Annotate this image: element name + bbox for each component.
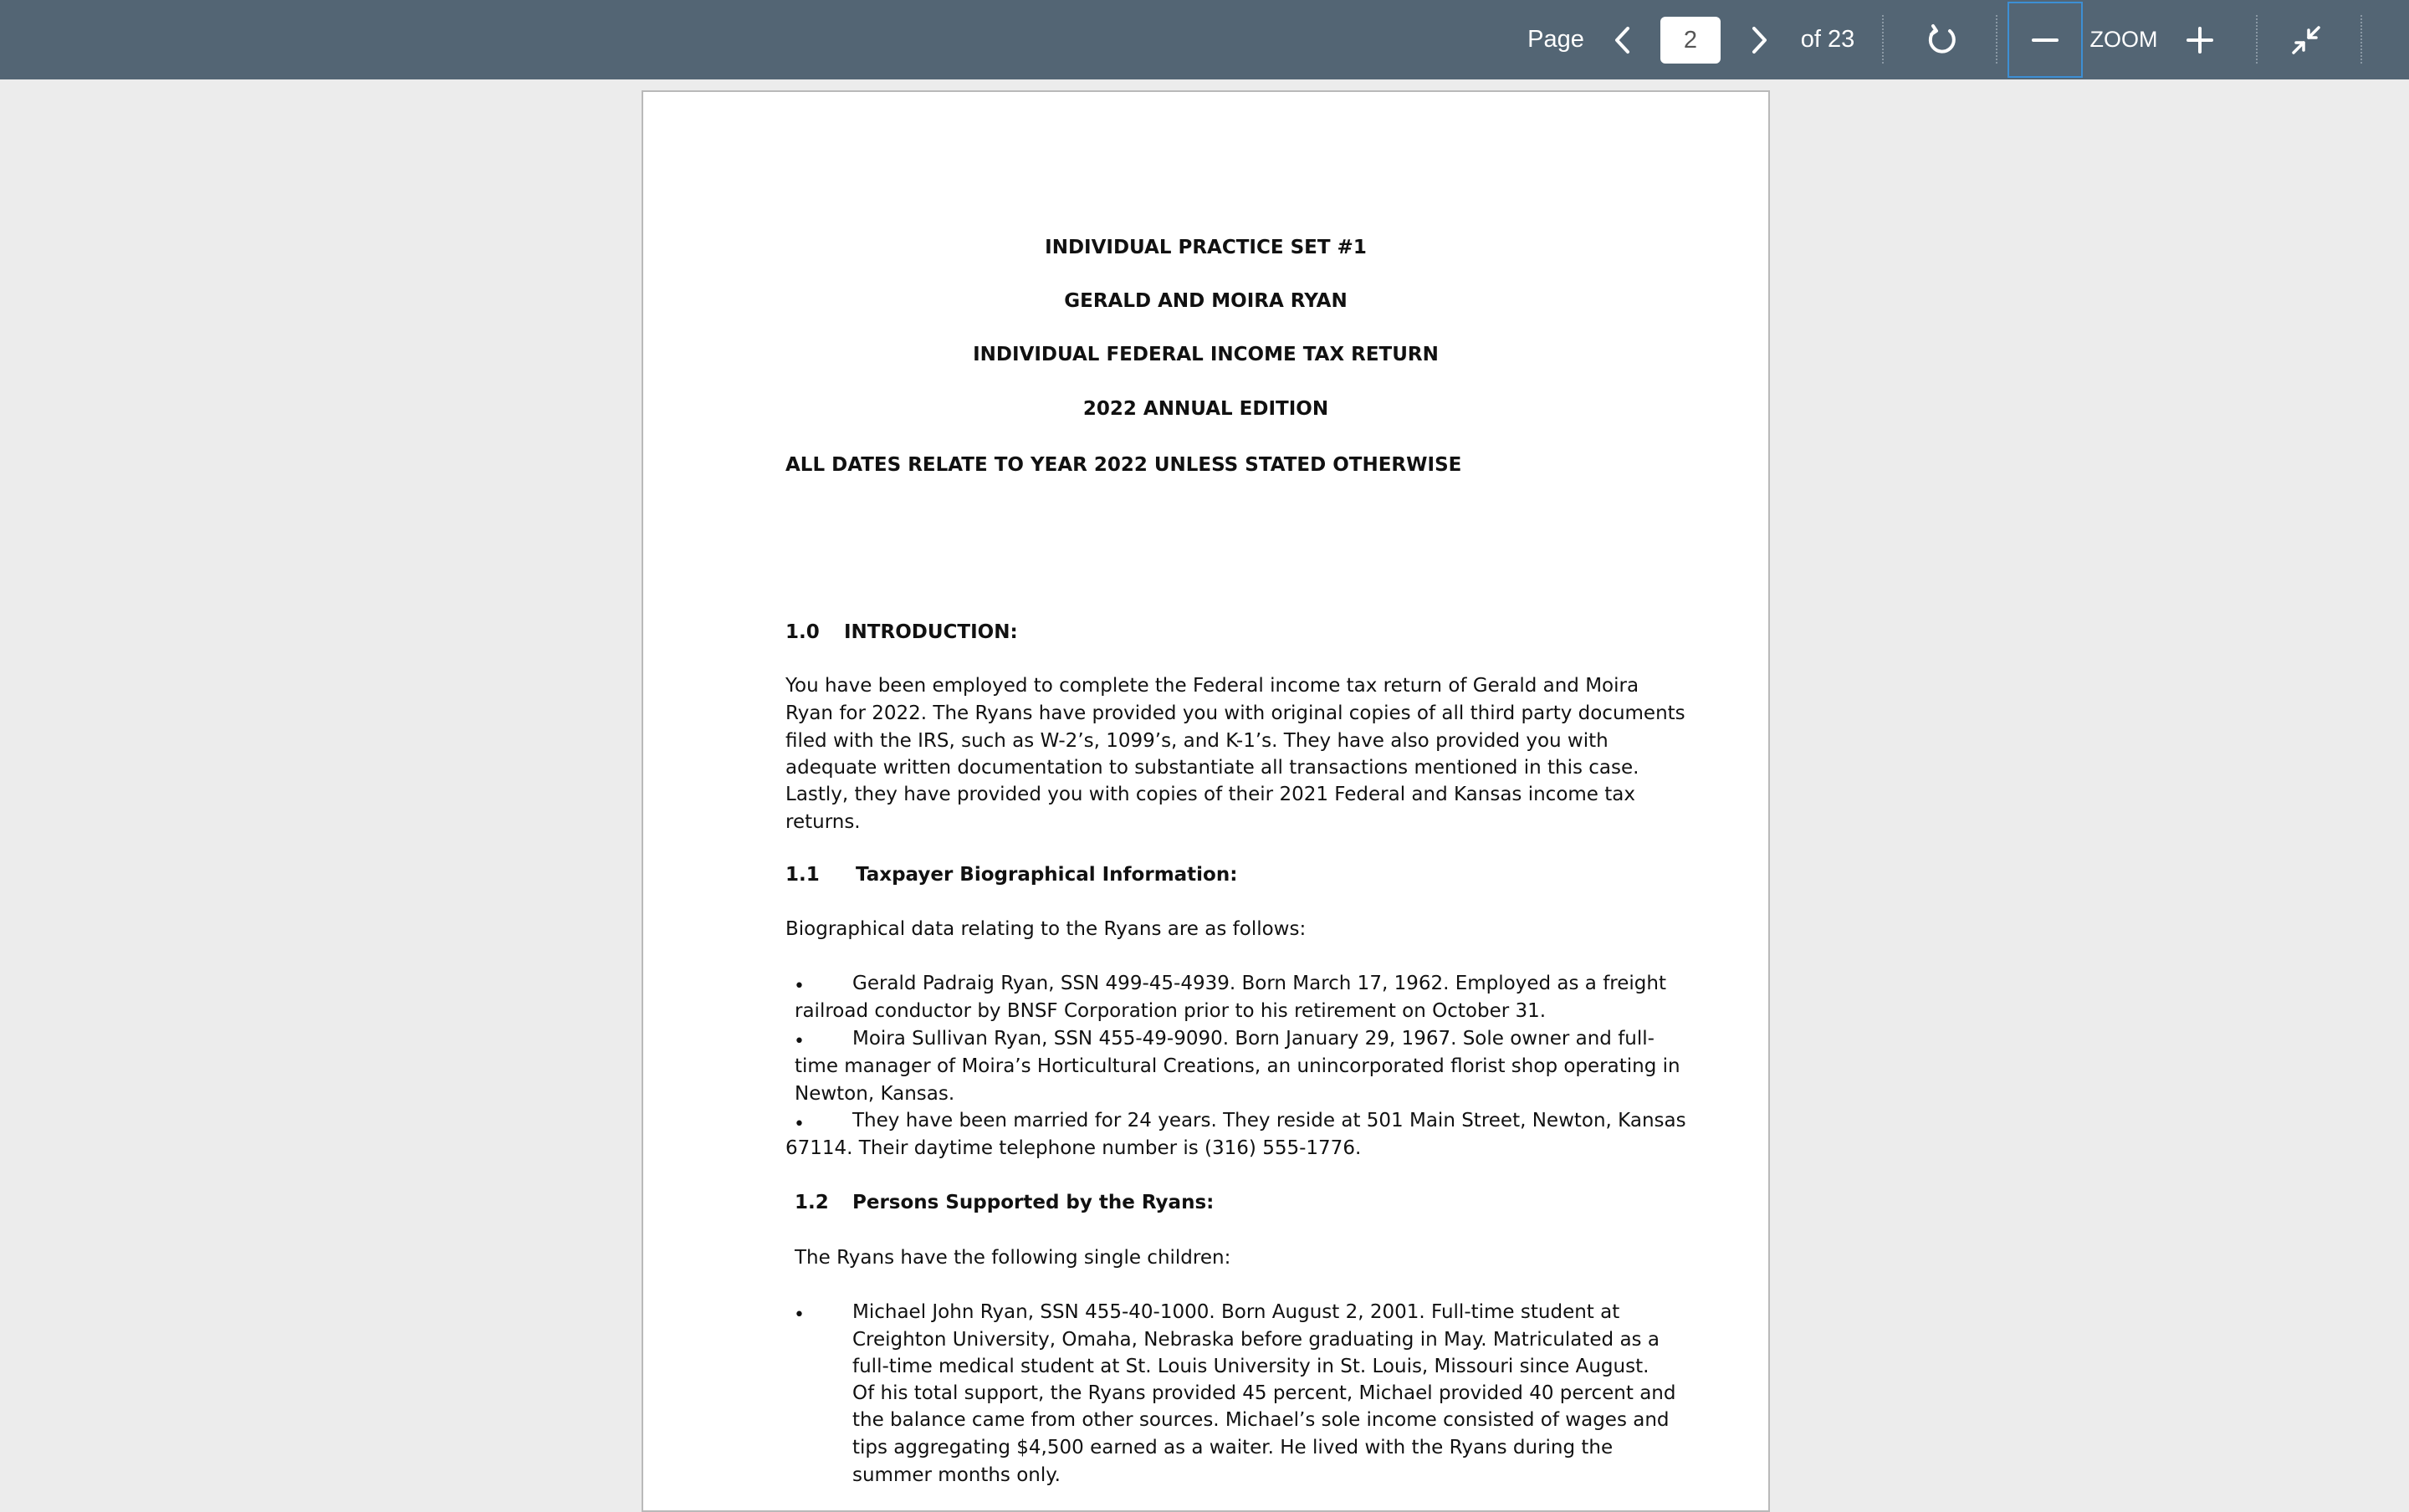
list-item-line: the balance came from other sources. Michael’s sole income consisted of wages and [852,1409,1670,1431]
bullet-icon: • [794,1305,805,1326]
next-page-button[interactable] [1740,0,1780,79]
rotate-icon [1925,23,1958,57]
doc-title-names: GERALD AND MOIRA RYAN [1064,290,1348,312]
chevron-left-icon [1612,25,1632,55]
list-item-line: Moira Sullivan Ryan, SSN 455-49-9090. Born January 29, 1967. Sole owner and full- [852,1028,1655,1050]
paragraph-line: Lastly, they have provided you with copies of their 2021 Federal and Kansas income tax [785,784,1635,805]
list-item-line: tips aggregating $4,500 earned as a waiter. He lived with the Ryans during the [852,1437,1614,1458]
document-page [642,90,1770,1512]
previous-page-button[interactable] [1602,0,1642,79]
section-heading: Persons Supported by the Ryans: [852,1192,1215,1213]
toolbar-divider [1882,15,1884,64]
list-item-line: 67114. Their daytime telephone number is (316) 555-1776. [785,1137,1362,1159]
chevron-right-icon [1750,25,1770,55]
section-intro: Biographical data relating to the Ryans are as follows: [785,918,1307,940]
paragraph-line: filed with the IRS, such as W-2’s, 1099’s, and K-1’s. They have also provided you with [785,730,1609,752]
list-item-line: time manager of Moira’s Horticultural Creations, an unincorporated florist shop operating in [795,1055,1680,1077]
list-item-line: Creighton University, Omaha, Nebraska before graduating in May. Matriculated as a [852,1329,1660,1351]
exit-fullscreen-button[interactable] [2284,0,2329,79]
zoom-label: ZOOM [2089,27,2158,52]
plus-icon [2187,27,2213,54]
list-item-line: summer months only. [852,1464,1061,1486]
toolbar-divider [2360,15,2362,64]
list-item-line: Newton, Kansas. [795,1083,955,1105]
minus-icon [2032,27,2059,54]
doc-title-practice-set: INDIVIDUAL PRACTICE SET #1 [1045,237,1367,258]
bullet-icon: • [794,976,805,997]
section-heading: Taxpayer Biographical Information: [856,864,1238,886]
page-number-input[interactable] [1660,17,1721,64]
section-number: 1.0 [785,621,820,643]
list-item-line: Michael John Ryan, SSN 455-40-1000. Born August 2, 2001. Full-time student at [852,1301,1620,1323]
list-item-line: Gerald Padraig Ryan, SSN 499-45-4939. Born March 17, 1962. Employed as a freight [852,973,1666,994]
section-number: 1.2 [795,1192,829,1213]
list-item-line: railroad conductor by BNSF Corporation prior to his retirement on October 31. [795,1000,1547,1022]
doc-title-return: INDIVIDUAL FEDERAL INCOME TAX RETURN [973,344,1439,365]
viewer-toolbar [0,0,2409,79]
total-pages-label: of 23 [1800,26,1855,53]
section-heading: INTRODUCTION: [844,621,1018,643]
rotate-button[interactable] [1915,0,1967,79]
list-item-line: Of his total support, the Ryans provided 45 percent, Michael provided 40 percent and [852,1382,1676,1404]
list-item-line: full-time medical student at St. Louis University in St. Louis, Missouri since August. [852,1356,1649,1377]
paragraph-line: Ryan for 2022. The Ryans have provided you with original copies of all third party documents [785,702,1685,724]
paragraph-line: returns. [785,811,861,833]
bullet-icon: • [794,1031,805,1052]
zoom-in-button[interactable] [2180,0,2220,79]
toolbar-divider [2256,15,2258,64]
collapse-icon [2291,25,2321,55]
section-number: 1.1 [785,864,820,886]
bullet-icon: • [794,1114,805,1135]
section-intro: The Ryans have the following single children: [795,1247,1231,1269]
toolbar-divider [1996,15,1997,64]
dates-note: ALL DATES RELATE TO YEAR 2022 UNLESS STATED OTHERWISE [785,454,1462,476]
paragraph-line: adequate written documentation to substantiate all transactions mentioned in this case. [785,757,1639,779]
paragraph-line: You have been employed to complete the Federal income tax return of Gerald and Moira [785,675,1639,697]
page-label: Page [1527,26,1584,53]
list-item-line: They have been married for 24 years. They reside at 501 Main Street, Newton, Kansas [852,1110,1686,1131]
doc-title-edition: 2022 ANNUAL EDITION [1082,398,1329,420]
zoom-out-button[interactable] [2008,2,2083,78]
